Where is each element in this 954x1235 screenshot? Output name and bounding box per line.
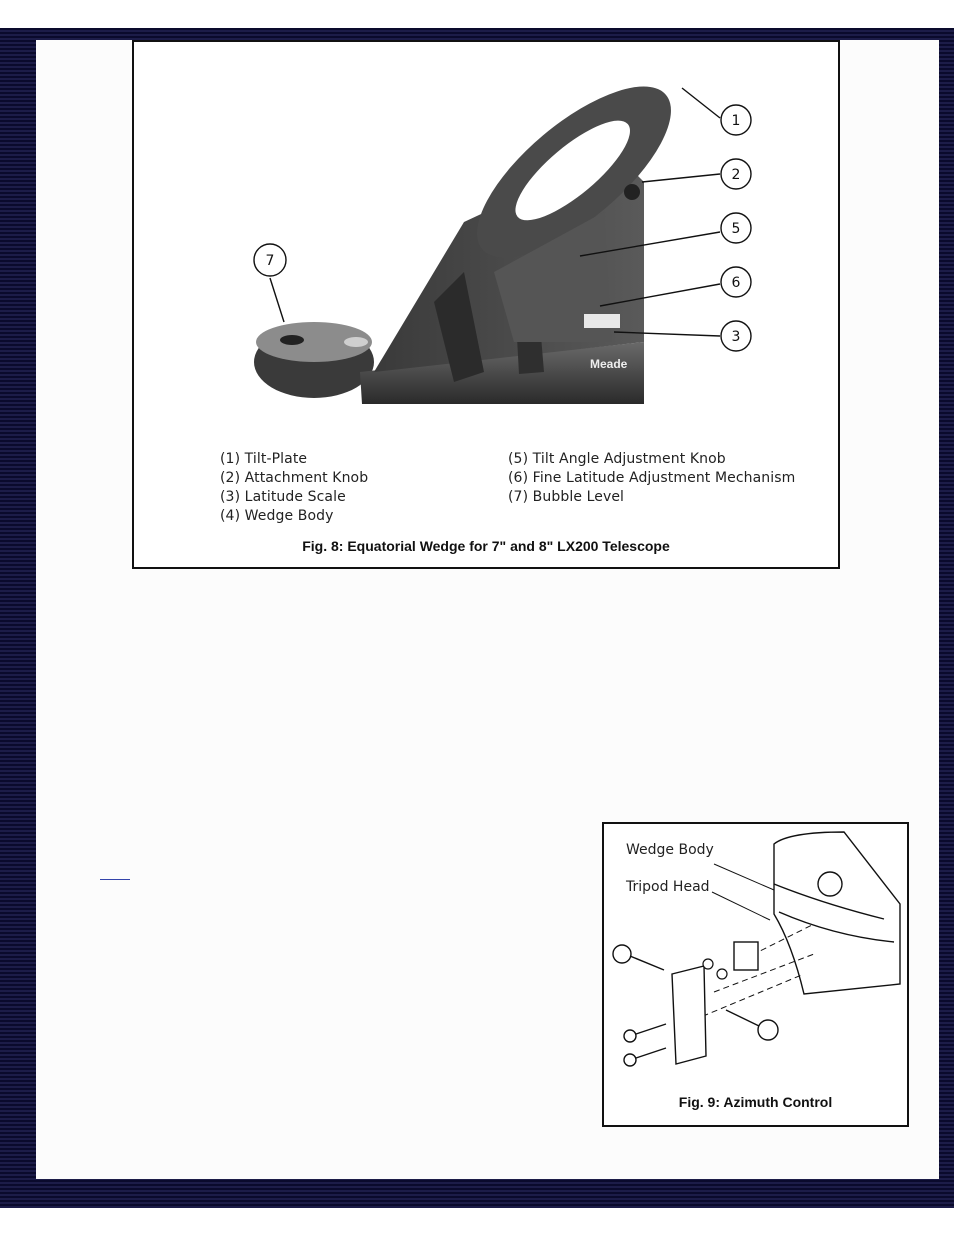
legend-item-wedge-body: (4) Wedge Body [220, 508, 334, 524]
callout-number-2: 2 [731, 167, 741, 183]
knob-shaft-left [630, 956, 664, 970]
tripod-head-block [774, 832, 900, 994]
meade-logo: Meade [590, 357, 628, 371]
callout-number-3: 3 [731, 329, 741, 345]
legend-item-tilt-angle-knob: (5) Tilt Angle Adjustment Knob [508, 451, 726, 467]
figure-8-caption: Fig. 8: Equatorial Wedge for 7" and 8" LX200 Telescope [302, 538, 670, 554]
legend-item-tilt-plate: (1) Tilt-Plate [220, 451, 308, 467]
legend-item-bubble-level: (7) Bubble Level [508, 489, 625, 505]
mounting-clip [734, 942, 758, 970]
figure-9-azimuth-control [602, 822, 909, 1127]
legend-item-attachment-knob: (2) Attachment Knob [220, 470, 369, 486]
azimuth-knob-left [613, 945, 631, 963]
label-wedge-body: Wedge Body [626, 842, 714, 858]
figure-8-equatorial-wedge [132, 40, 840, 569]
label-tripod-head: Tripod Head [626, 879, 710, 895]
empty-link[interactable] [100, 878, 130, 880]
legend-right [508, 450, 795, 507]
fine-latitude-mechanism [584, 314, 620, 328]
azimuth-bracket [672, 966, 706, 1064]
bubble-level [344, 337, 368, 347]
wedge-photo [134, 42, 838, 442]
figure-9-caption: Fig. 9: Azimuth Control [678, 1094, 833, 1110]
attachment-knob [624, 184, 640, 200]
leader-wedge-body [714, 864, 774, 890]
legend-left [220, 450, 368, 526]
legend-item-fine-latitude: (6) Fine Latitude Adjustment Mechanism [508, 470, 796, 486]
pivot-bolt [818, 872, 842, 896]
legend-item-latitude-scale: (3) Latitude Scale [220, 489, 346, 505]
azimuth-knob-right [758, 1020, 778, 1040]
screw-shaft [636, 1024, 666, 1034]
leader-tripod-head [712, 892, 770, 920]
callout-line-1 [682, 88, 720, 118]
screw-shaft [636, 1048, 666, 1058]
screw-icon [717, 969, 727, 979]
bubble-level-cap [280, 335, 304, 345]
knob-shaft-right [726, 1010, 759, 1026]
screw-icon [624, 1054, 636, 1066]
azimuth-diagram [604, 824, 907, 1089]
screw-icon [703, 959, 713, 969]
callout-number-5: 5 [731, 221, 741, 237]
callout-line-2 [642, 174, 720, 182]
callout-number-6: 6 [731, 275, 741, 291]
callout-number-7: 7 [265, 253, 275, 269]
callout-number-1: 1 [731, 113, 741, 129]
callout-line-7 [270, 278, 284, 322]
screw-icon [624, 1030, 636, 1042]
